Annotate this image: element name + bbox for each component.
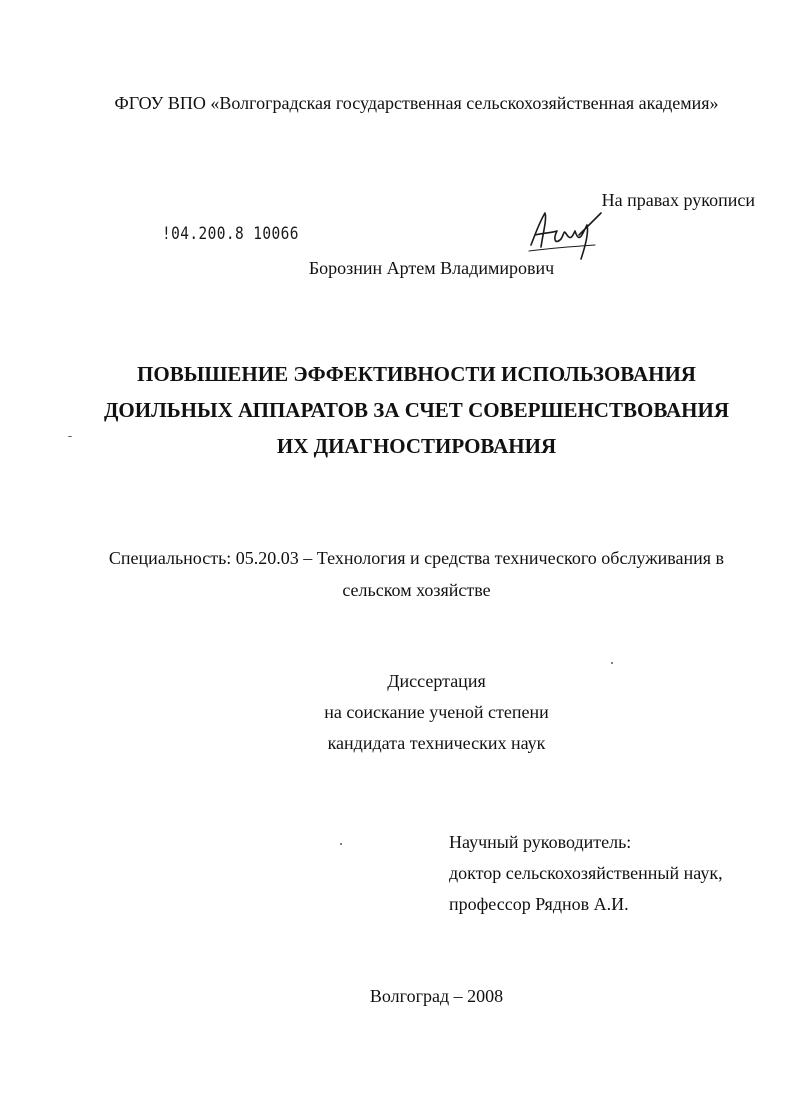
institution-header: ФГОУ ВПО «Волгоградская государственная сельскохозяйственная академия»	[114, 93, 719, 113]
author-name: Борознин Артем Владимирович	[308, 258, 555, 278]
degree-block	[0, 666, 793, 759]
degree-line: на соискание ученой степени	[324, 702, 549, 722]
manuscript-note: На правах рукописи	[601, 190, 755, 210]
scan-speck	[68, 436, 72, 437]
specialty-line: сельском хозяйстве	[342, 580, 491, 600]
degree-line: Диссертация	[387, 671, 486, 691]
scan-speck	[611, 662, 613, 664]
supervisor-line: профессор Ряднов А.И.	[449, 894, 629, 914]
scan-speck	[340, 843, 342, 845]
supervisor-line: доктор сельскохозяйственный наук,	[449, 863, 723, 883]
supervisor-line: Научный руководитель:	[449, 832, 632, 852]
specialty-line: Специальность: 05.20.03 – Технология и средства технического обслуживания в	[108, 548, 725, 568]
supervisor-block	[449, 827, 723, 920]
title-line: ИХ ДИАГНОСТИРОВАНИЯ	[276, 434, 557, 458]
library-stamp-number: !04.200.8 10066	[162, 224, 299, 244]
author-signature	[525, 205, 605, 263]
city-year: Волгоград – 2008	[369, 986, 504, 1006]
specialty-block	[0, 542, 793, 606]
dissertation-title	[0, 356, 793, 464]
degree-line: кандидата технических наук	[327, 733, 546, 753]
title-line: ДОИЛЬНЫХ АППАРАТОВ ЗА СЧЕТ СОВЕРШЕНСТВОВАНИЯ	[103, 398, 730, 422]
title-line: ПОВЫШЕНИЕ ЭФФЕКТИВНОСТИ ИСПОЛЬЗОВАНИЯ	[137, 362, 696, 386]
